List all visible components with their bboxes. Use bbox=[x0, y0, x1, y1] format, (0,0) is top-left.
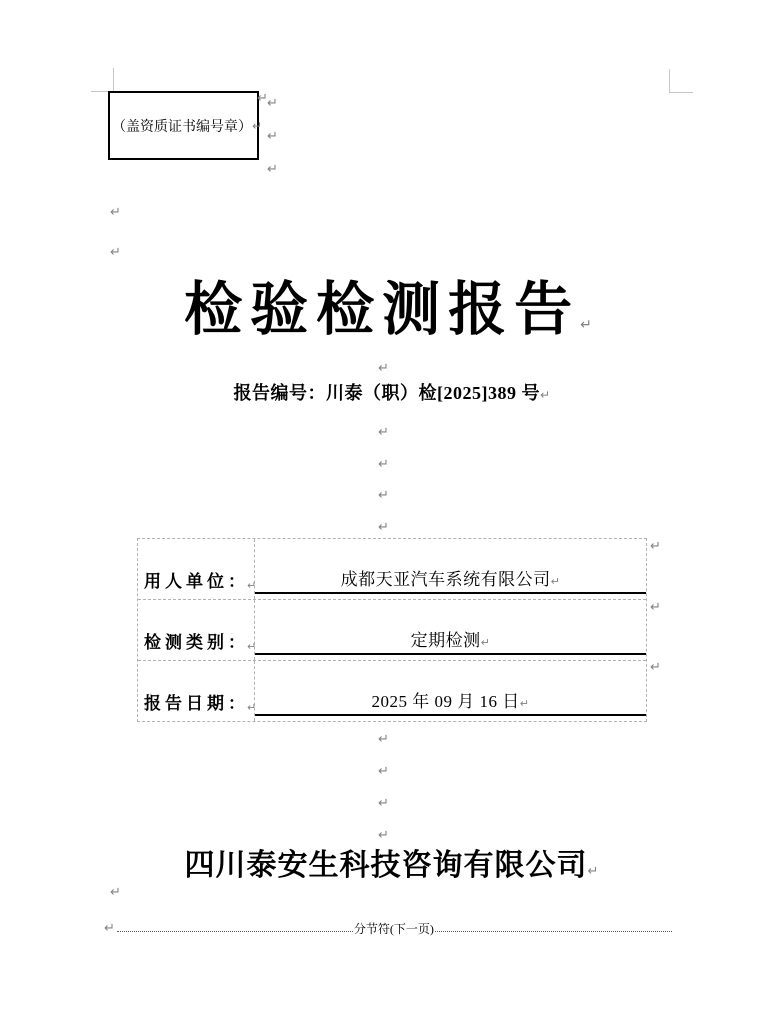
section-break-label: 分节符(下一页) bbox=[353, 922, 434, 936]
paragraph-mark-icon: ↵ bbox=[378, 361, 389, 376]
table-row bbox=[138, 600, 646, 661]
value-underline bbox=[255, 565, 646, 594]
paragraph-mark-icon: ↵ bbox=[257, 91, 268, 106]
row-end-mark-icon: ↵ bbox=[650, 539, 661, 554]
paragraph-mark-icon: ↵ bbox=[252, 118, 263, 133]
paragraph-mark-icon: ↵ bbox=[580, 317, 600, 333]
report-number bbox=[0, 379, 784, 405]
crop-mark-top-left-vertical bbox=[113, 68, 114, 92]
stamp-box-text: （盖资质证书编号章） bbox=[112, 119, 252, 135]
row-value: 成都天亚汽车系统有限公司 bbox=[340, 570, 551, 589]
stamp-box bbox=[108, 91, 263, 160]
paragraph-mark-icon: ↵ bbox=[378, 520, 389, 535]
paragraph-mark-icon: ↵ bbox=[104, 921, 115, 936]
report-number-text: 报告编号：川泰（职）检[2025]389 号 bbox=[233, 383, 540, 403]
paragraph-mark-icon: ↵ bbox=[247, 579, 257, 592]
section-break-dotted-line bbox=[435, 930, 672, 932]
paragraph-mark-icon: ↵ bbox=[587, 864, 600, 879]
row-label-cell bbox=[138, 539, 255, 599]
paragraph-mark-icon: ↵ bbox=[247, 701, 257, 714]
paragraph-mark-icon: ↵ bbox=[110, 205, 121, 220]
section-break bbox=[104, 921, 672, 936]
crop-mark-top-right-vertical bbox=[669, 69, 670, 93]
paragraph-mark-icon: ↵ bbox=[378, 488, 389, 503]
paragraph-mark-icon: ↵ bbox=[378, 796, 389, 811]
crop-mark-top-right-horizontal bbox=[669, 92, 693, 93]
paragraph-mark-icon: ↵ bbox=[378, 764, 389, 779]
paragraph-mark-icon: ↵ bbox=[480, 636, 491, 649]
row-label: 报告日期： bbox=[144, 694, 249, 713]
row-value-cell bbox=[255, 600, 646, 660]
row-value: 定期检测 bbox=[410, 631, 481, 650]
paragraph-mark-icon: ↵ bbox=[378, 828, 389, 843]
paragraph-mark-icon: ↵ bbox=[378, 732, 389, 747]
paragraph-mark-icon: ↵ bbox=[267, 129, 278, 144]
paragraph-mark-icon: ↵ bbox=[378, 457, 389, 472]
paragraph-mark-icon: ↵ bbox=[267, 162, 278, 177]
paragraph-mark-icon: ↵ bbox=[519, 697, 530, 710]
paragraph-mark-icon: ↵ bbox=[539, 388, 551, 402]
row-end-mark-icon: ↵ bbox=[650, 600, 661, 615]
row-value-cell bbox=[255, 539, 646, 599]
row-end-mark-icon: ↵ bbox=[650, 660, 661, 675]
section-break-dotted-line bbox=[117, 930, 353, 932]
row-value: 2025 年 09 月 16 日 bbox=[371, 692, 520, 711]
paragraph-mark-icon: ↵ bbox=[378, 425, 389, 440]
paragraph-mark-icon: ↵ bbox=[267, 96, 278, 111]
row-label: 用人单位： bbox=[144, 572, 249, 591]
paragraph-mark-icon: ↵ bbox=[550, 575, 561, 588]
row-label-cell bbox=[138, 661, 255, 721]
page-title-text: 检验检测报告 bbox=[184, 277, 581, 342]
company-name bbox=[0, 840, 784, 884]
value-underline bbox=[255, 687, 646, 716]
paragraph-mark-icon: ↵ bbox=[110, 245, 121, 260]
table-row bbox=[138, 661, 646, 721]
row-value-cell bbox=[255, 661, 646, 721]
paragraph-mark-icon: ↵ bbox=[110, 885, 121, 900]
paragraph-mark-icon: ↵ bbox=[247, 640, 257, 653]
info-table bbox=[137, 538, 647, 722]
company-name-text: 四川泰安生科技咨询有限公司 bbox=[184, 849, 588, 882]
row-label: 检测类别： bbox=[144, 633, 249, 652]
row-label-cell bbox=[138, 600, 255, 660]
value-underline bbox=[255, 626, 646, 655]
table-row bbox=[138, 539, 646, 600]
page-title bbox=[0, 262, 784, 346]
